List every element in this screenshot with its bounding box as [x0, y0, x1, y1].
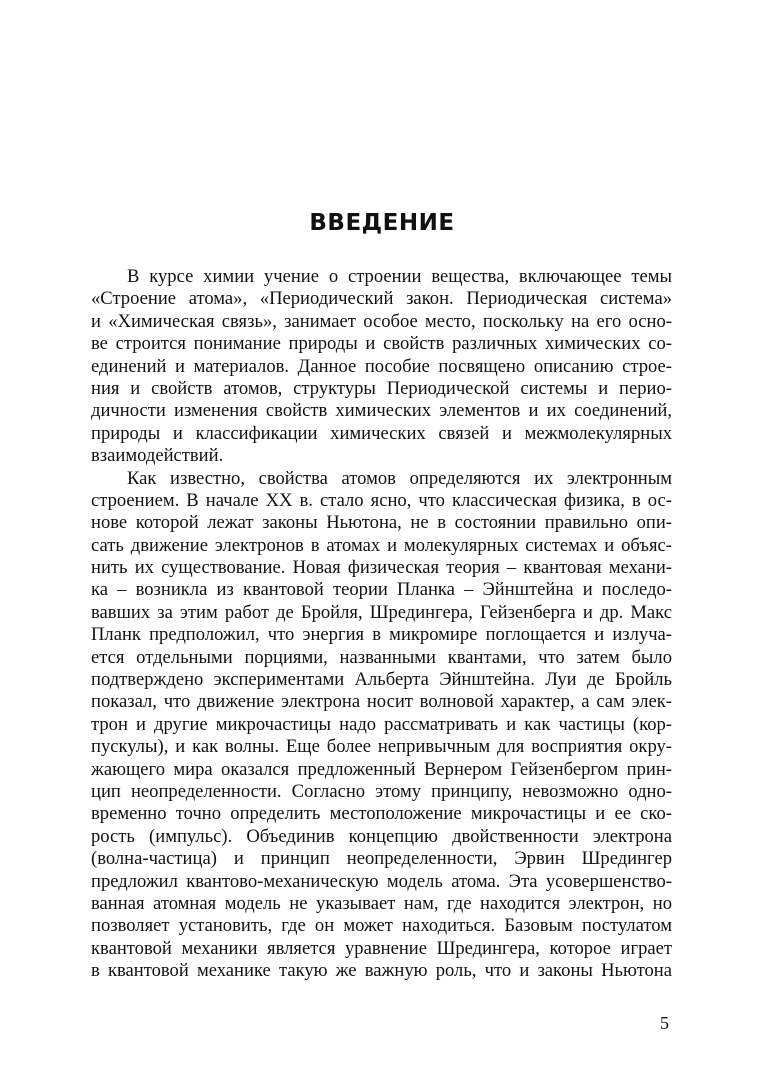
paragraph-line: взаимодействий. [91, 445, 224, 467]
paragraph-line: показал, что движение электрона носит волновой характер, а сам элек- [91, 691, 672, 713]
chapter-title: ВВЕДЕНИЕ [309, 210, 455, 236]
paragraph-line: вавших за этим работ де Бройля, Шредингера, Гейзенберга и др. Макс [91, 601, 672, 623]
paragraph-line: ванная атомная модель не указывает нам, где находится электрон, но [91, 892, 672, 914]
paragraph-1 [91, 266, 672, 468]
paragraph-line: временно точно определить местоположение микрочастицы и ее ско- [91, 803, 672, 825]
paragraph-line: позволяет установить, где он может находиться. Базовым постулатом [91, 915, 672, 937]
paragraph-line: единений и материалов. Данное пособие посвящено описанию строе- [91, 355, 672, 377]
paragraph-line: природы и классификации химических связей и межмолекулярных [91, 422, 672, 444]
paragraph-line: Планк предположил, что энергия в микромире поглощается и излуча- [91, 624, 672, 646]
paragraph-line: и «Химическая связь», занимает особое место, поскольку на его осно- [91, 310, 672, 332]
paragraph-line: подтверждено экспериментами Альберта Эйнштейна. Луи де Бройль [91, 669, 672, 691]
paragraph-line: «Строение атома», «Периодический закон. Периодическая система» [91, 288, 672, 310]
paragraph-line: квантовой механики является уравнение Шредингера, которое играет [91, 937, 672, 959]
paragraph-line: нить их существование. Новая физическая теория – квантовая механи- [91, 557, 672, 579]
paragraph-line: (волна-частица) и принцип неопределенности, Эрвин Шредингер [91, 848, 672, 870]
paragraph-line: ка – возникла из квантовой теории Планка – Эйнштейна и последо- [91, 579, 672, 601]
paragraph-line: в квантовой механике такую же важную роль, что и законы Ньютона [91, 960, 672, 982]
paragraph-2 [91, 468, 672, 983]
paragraph-line: жающего мира оказался предложенный Вернером Гейзенбергом прин- [91, 758, 672, 780]
paragraph-line: пускулы), и как волны. Еще более непривычным для восприятия окру- [91, 736, 672, 758]
paragraph-line: ется отдельными порциями, названными квантами, что затем было [91, 646, 672, 668]
paragraph-line: дичности изменения свойств химических элементов и их соединений, [91, 400, 672, 422]
page-number: 5 [660, 1013, 669, 1033]
paragraph-line: предложил квантово-механическую модель атома. Эта усовершенство- [91, 870, 672, 892]
paragraph-line: цип неопределенности. Согласно этому принципу, невозможно одно- [91, 780, 672, 802]
paragraph-line: рость (импульс). Объединив концепцию двойственности электрона [91, 825, 672, 847]
paragraph-line: ния и свойств атомов, структуры Периодической системы и перио- [91, 377, 672, 399]
paragraph-line: нове которой лежат законы Ньютона, не в состоянии правильно опи- [91, 512, 672, 534]
paragraph-line: сать движение электронов в атомах и молекулярных системах и объяс- [91, 534, 672, 556]
body-text [91, 266, 672, 983]
paragraph-line: трон и другие микрочастицы надо рассматривать и как частицы (кор- [91, 713, 672, 735]
paragraph-line: ве строится понимание природы и свойств различных химических со- [91, 333, 672, 355]
paragraph-line: Как известно, свойства атомов определяются их электронным [127, 467, 672, 489]
paragraph-line: строением. В начале XX в. стало ясно, что классическая физика, в ос- [91, 489, 672, 511]
paragraph-line: В курсе химии учение о строении вещества, включающее темы [127, 266, 672, 287]
